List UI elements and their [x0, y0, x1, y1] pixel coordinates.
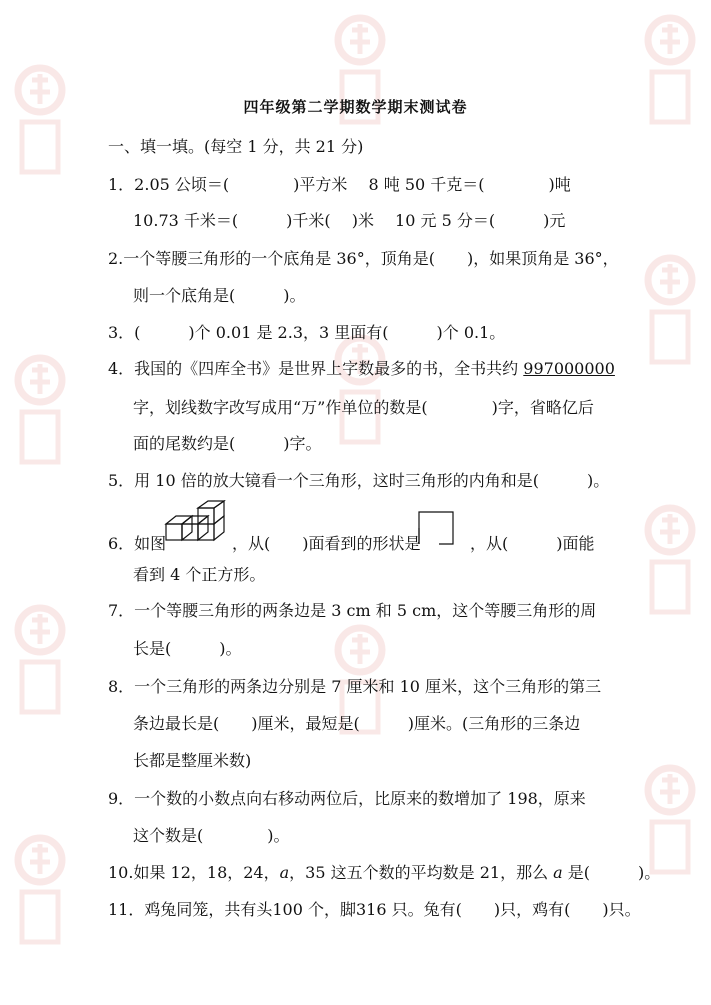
question-6-prefix: 6．如图 [108, 534, 167, 553]
page-title: 四年级第二学期数学期末测试卷 [243, 98, 468, 116]
watermark-logo-icon [10, 830, 70, 950]
view-shape-figure [417, 510, 457, 548]
question-6-suffix: ，从( )面能 [470, 534, 595, 553]
cube-stack-figure [164, 500, 228, 546]
watermark-logo-icon [640, 250, 700, 370]
watermark-logo-icon [10, 60, 70, 180]
watermark-logo-icon [330, 330, 390, 450]
question-9-line-1: 9．一个数的小数点向右移动两位后，比原来的数增加了 198，原来 [108, 789, 586, 808]
question-10-part-3: 是( )。 [562, 863, 661, 882]
question-4-line-2: 字，划线数字改写成用“万”作单位的数是( )字，省略亿后 [133, 398, 594, 417]
question-8-line-3: 长都是整厘米数) [133, 751, 252, 770]
question-10-part-1: 10.如果 12，18，24， [108, 863, 280, 882]
question-7-line-2: 长是( )。 [133, 639, 242, 658]
question-5: 5．用 10 倍的放大镜看一个三角形，这时三角形的内角和是( )。 [108, 471, 610, 490]
watermark-logo-icon [640, 500, 700, 620]
underlined-number: 997000000 [523, 359, 615, 378]
question-7-line-1: 7．一个等腰三角形的两条边是 3 cm 和 5 cm，这个等腰三角形的周 [108, 601, 597, 620]
question-4-line-3: 面的尾数约是( )字。 [133, 434, 322, 453]
question-8-line-2: 条边最长是( )厘米，最短是( )厘米。(三角形的三条边 [133, 714, 581, 733]
question-6-line-2: 看到 4 个正方形。 [133, 565, 266, 584]
question-1-line-2: 10.73 千米＝( )千米( )米 10 元 5 分＝( )元 [133, 211, 566, 230]
question-2-line-2: 则一个底角是( )。 [133, 286, 306, 305]
question-6-middle: ，从( )面看到的形状是 [232, 534, 421, 553]
question-2-line-1: 2.一个等腰三角形的一个底角是 36°，顶角是( )，如果顶角是 36°， [108, 249, 619, 268]
question-10 [108, 860, 660, 883]
question-8-line-1: 8．一个三角形的两条边分别是 7 厘米和 10 厘米，这个三角形的第三 [108, 677, 602, 696]
watermark-logo-icon [10, 600, 70, 720]
question-3: 3．( )个 0.01 是 2.3，3 里面有( )个 0.1。 [108, 323, 506, 342]
question-10-part-2: ，35 这五个数的平均数是 21，那么 [289, 863, 554, 882]
question-4-line-1 [108, 356, 615, 379]
section-heading: 一、填一填。(每空 1 分，共 21 分) [108, 137, 364, 156]
question-1-line-1: 1．2.05 公顷＝( )平方米 8 吨 50 千克＝( )吨 [108, 175, 571, 194]
question-9-line-2: 这个数是( )。 [133, 826, 290, 845]
watermark-logo-icon [10, 350, 70, 470]
question-4-text: 4．我国的《四库全书》是世界上字数最多的书，全书共约 [108, 359, 524, 378]
variable-a: a [279, 863, 290, 882]
question-11: 11．鸡兔同笼，共有头100 个，脚316 只。兔有( )只，鸡有( )只。 [108, 900, 641, 919]
variable-a: a [553, 863, 563, 882]
